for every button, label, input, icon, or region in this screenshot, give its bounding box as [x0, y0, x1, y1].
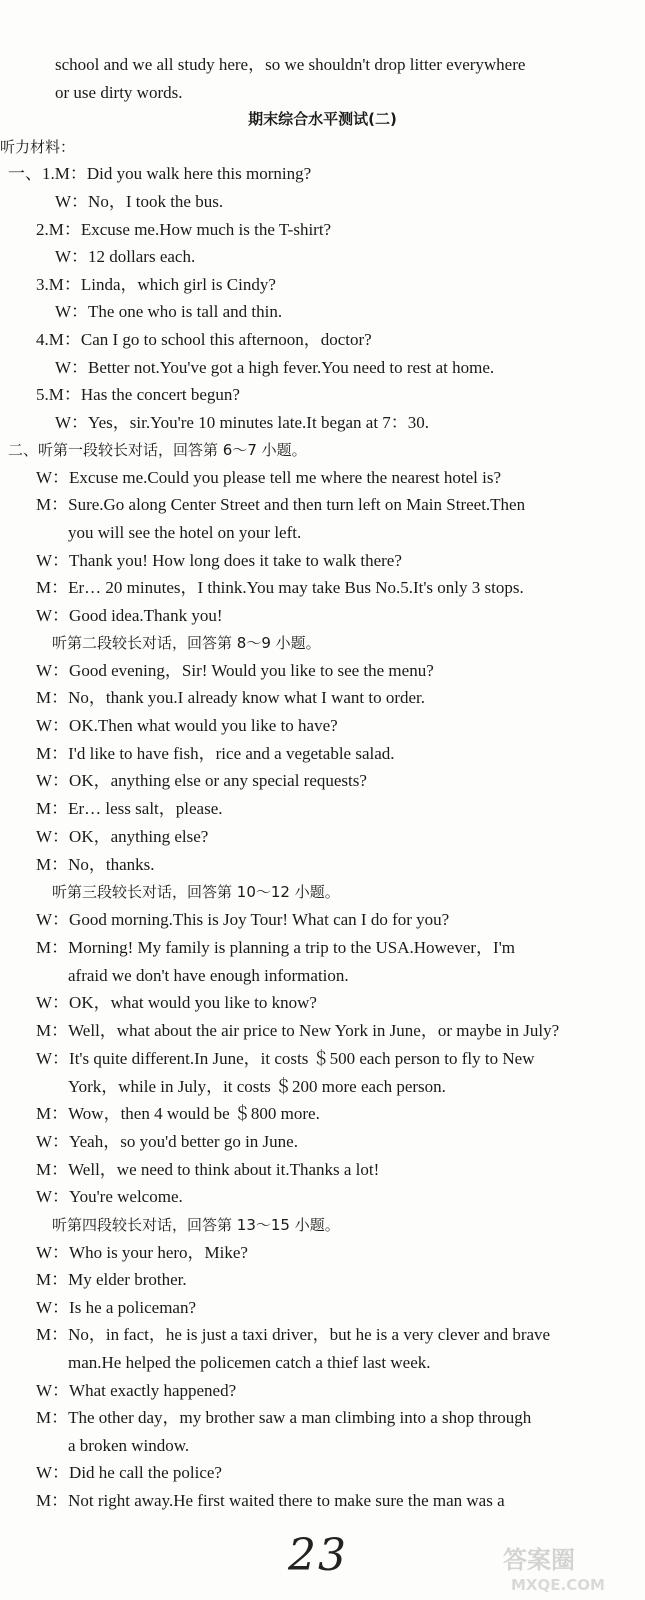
watermark-url-text: MXQE.COM: [511, 1576, 605, 1594]
dialogue-line: W：OK，what would you like to know?: [36, 993, 317, 1012]
dialogue-line: M：Wow，then 4 would be ＄800 more.: [36, 1104, 320, 1123]
dialogue-line: man.He helped the policemen catch a thief last week.: [68, 1353, 431, 1372]
dialogue-line: W：Excuse me.Could you please tell me where the nearest hotel is?: [36, 468, 501, 487]
dialogue-line: M：Well，we need to think about it.Thanks a lot!: [36, 1160, 380, 1179]
dialogue-line: M：Er… 20 minutes，I think.You may take Bus No.5.It's only 3 stops.: [36, 578, 524, 597]
dialogue-line: W：The one who is tall and thin.: [55, 302, 283, 321]
dialogue-line: school and we all study here，so we shouldn't drop litter everywhere: [55, 55, 526, 74]
dialogue-line: W：Who is your hero，Mike?: [36, 1243, 248, 1262]
dialogue-line: M：Morning! My family is planning a trip to the USA.However，I'm: [36, 938, 516, 957]
dialogue-line: M：Not right away.He first waited there to make sure the man was a: [36, 1491, 505, 1510]
dialogue-line: M：Sure.Go along Center Street and then turn left on Main Street.Then: [36, 495, 526, 514]
dialogue-line: M：Er… less salt，please.: [36, 799, 223, 818]
dialogue-line: 2.M：Excuse me.How much is the T-shirt?: [36, 220, 332, 239]
dialogue-line: W：You're welcome.: [36, 1187, 183, 1206]
dialogue-line: a broken window.: [68, 1436, 190, 1455]
watermark-logo: [497, 1540, 637, 1596]
dialogue-line: M：No，thank you.I already know what I want to order.: [36, 688, 426, 707]
dialogue-line: York，while in July，it costs ＄200 more each person.: [68, 1077, 446, 1096]
dialogue-line: M：Well，what about the air price to New York in June，or maybe in July?: [36, 1021, 560, 1040]
section-heading: 二、听第一段较长对话，回答第 6～7 小题。: [8, 441, 307, 459]
watermark-cn-text: 答案圈: [503, 1546, 575, 1574]
dialogue-line: M：No，in fact，he is just a taxi driver，but he is a very clever and brave: [36, 1325, 551, 1344]
dialogue-line: W：OK，anything else or any special requests?: [36, 771, 367, 790]
dialogue-line: 3.M：Linda，which girl is Cindy?: [36, 275, 276, 294]
section-heading: 听第三段较长对话，回答第 10～12 小题。: [52, 883, 340, 901]
dialogue-line: W：Yes，sir.You're 10 minutes late.It began at 7：30.: [55, 413, 430, 432]
dialogue-line: W：What exactly happened?: [36, 1381, 237, 1400]
dialogue-line: W：Good evening，Sir! Would you like to see the menu?: [36, 661, 434, 680]
dialogue-line: W：No，I took the bus.: [55, 192, 224, 211]
dialogue-line: M：My elder brother.: [36, 1270, 187, 1289]
dialogue-line: 一、1.M：Did you walk here this morning?: [8, 164, 312, 183]
section-heading: 听第二段较长对话，回答第 8～9 小题。: [52, 634, 321, 652]
dialogue-line: W：Did he call the police?: [36, 1463, 222, 1482]
dialogue-line: W：Is he a policeman?: [36, 1298, 197, 1317]
section-heading: 听第四段较长对话，回答第 13～15 小题。: [52, 1216, 340, 1234]
dialogue-line: W：12 dollars each.: [55, 247, 196, 266]
page-number: 23: [288, 1530, 348, 1581]
dialogue-line: W：It's quite different.In June，it costs ＄500 each person to fly to New: [36, 1049, 535, 1068]
dialogue-line: W：Better not.You've got a high fever.You need to rest at home.: [55, 358, 495, 377]
dialogue-line: M：The other day，my brother saw a man climbing into a shop through: [36, 1408, 532, 1427]
dialogue-line: W：Good morning.This is Joy Tour! What can I do for you?: [36, 910, 450, 929]
section-title: 期末综合水平测试(二): [248, 110, 397, 128]
dialogue-line: M：I'd like to have fish，rice and a vegetable salad.: [36, 744, 395, 763]
dialogue-line: W：Yeah，so you'd better go in June.: [36, 1132, 298, 1151]
dialogue-line: 5.M：Has the concert begun?: [36, 385, 240, 404]
dialogue-line: W：Thank you! How long does it take to walk there?: [36, 551, 402, 570]
dialogue-line: or use dirty words.: [55, 83, 183, 102]
dialogue-line: afraid we don't have enough information.: [68, 966, 349, 985]
dialogue-line: W：OK.Then what would you like to have?: [36, 716, 338, 735]
dialogue-line: W：OK，anything else?: [36, 827, 209, 846]
dialogue-line: you will see the hotel on your left.: [68, 523, 302, 542]
section-heading: 听力材料：: [0, 138, 76, 156]
dialogue-line: 4.M：Can I go to school this afternoon，doctor?: [36, 330, 372, 349]
dialogue-line: W：Good idea.Thank you!: [36, 606, 223, 625]
dialogue-line: M：No，thanks.: [36, 855, 155, 874]
